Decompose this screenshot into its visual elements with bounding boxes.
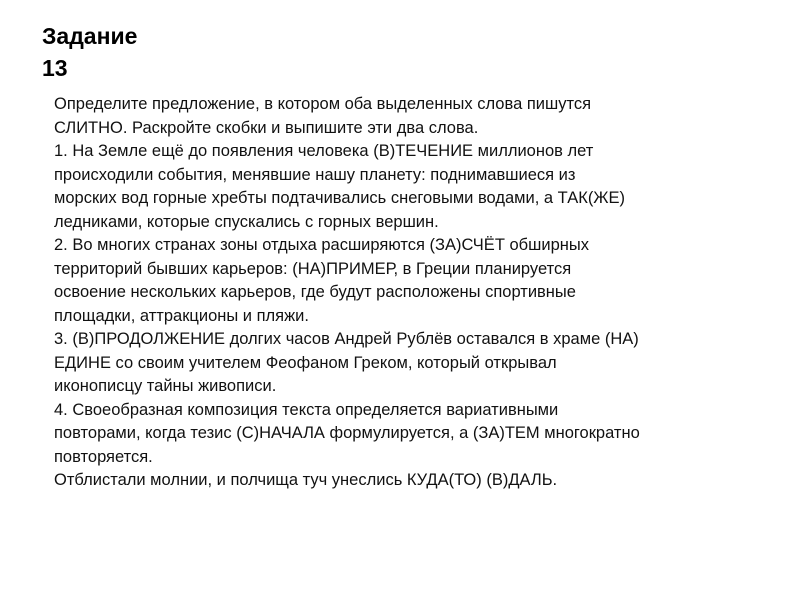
task-title	[42, 20, 137, 84]
item-line: повторяется.	[54, 447, 153, 466]
item-line: ЕДИНЕ со своим учителем Феофаном Греком, который открывал	[54, 353, 557, 372]
task-item-1	[54, 140, 774, 234]
item-line: территорий бывших карьеров: (НА)ПРИМЕР, в Греции планируется	[54, 259, 572, 278]
task-title-word: Задание	[42, 23, 138, 49]
item-line: происходили события, менявшие нашу планету: поднимавшиеся из	[54, 165, 576, 184]
item-line: 3. (В)ПРОДОЛЖЕНИЕ долгих часов Андрей Рублёв оставался в храме (НА)	[54, 330, 639, 348]
task-item-3	[54, 328, 774, 399]
item-line: 2. Во многих странах зоны отдыха расширяются (ЗА)СЧЁТ обширных	[54, 236, 589, 254]
item-line: площадки, аттракционы и пляжи.	[54, 306, 309, 325]
instruction-line: Определите предложение, в котором оба выделенных слова пишутся	[54, 95, 592, 113]
task-item-2	[54, 234, 774, 328]
item-line: повторами, когда тезис (С)НАЧАЛА формулируется, а (ЗА)ТЕМ многократно	[54, 424, 640, 442]
item-line: Отблистали молнии, и полчища туч унеслись КУДА(ТО) (В)ДАЛЬ.	[54, 471, 558, 489]
item-line: иконописцу тайны живописи.	[54, 377, 277, 395]
instruction-line: СЛИТНО. Раскройте скобки и выпишите эти два слова.	[54, 118, 479, 137]
item-line: 4. Своеобразная композиция текста определяется вариативными	[54, 400, 559, 419]
task-item-4	[54, 399, 774, 493]
task-instruction	[54, 93, 774, 140]
item-line: освоение нескольких карьеров, где будут расположены спортивные	[54, 283, 576, 301]
task-body	[54, 93, 774, 493]
task-title-number: 13	[42, 55, 68, 81]
item-line: 1. На Земле ещё до появления человека (В)ТЕЧЕНИЕ миллионов лет	[54, 142, 594, 160]
item-line: морских вод горные хребты подтачивались снеговыми водами, а ТАК(ЖЕ)	[54, 189, 626, 207]
item-line: ледниками, которые спускались с горных вершин.	[54, 212, 439, 231]
